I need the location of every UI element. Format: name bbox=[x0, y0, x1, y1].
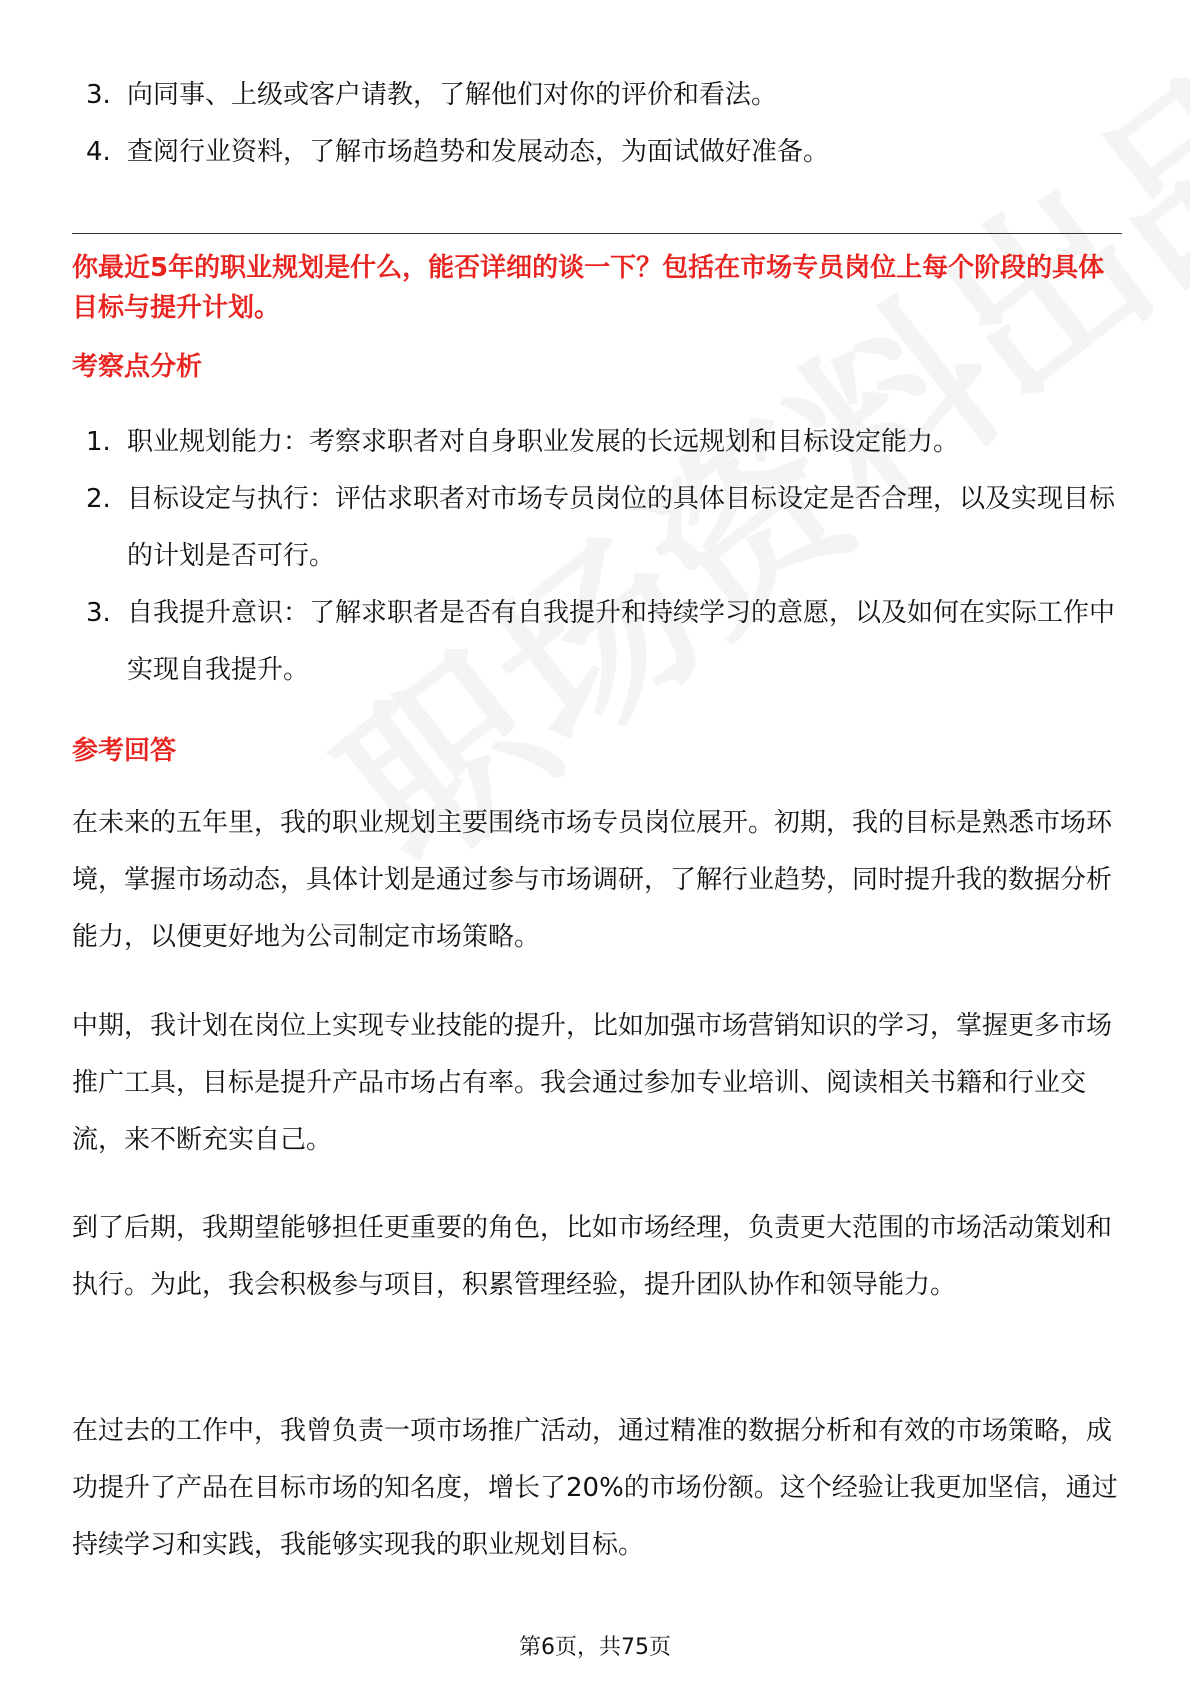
preparation-list bbox=[72, 67, 1122, 181]
answer-paragraph: 中期，我计划在岗位上实现专业技能的提升，比如加强市场营销知识的学习，掌握更多市场推广工具，目标是提升产品市场占有率。我会通过参加专业培训、阅读相关书籍和行业交流，来不断充实自己。 bbox=[72, 1011, 1113, 1155]
list-item-number: 4. bbox=[86, 137, 111, 167]
answer-paragraph: 在过去的工作中，我曾负责一项市场推广活动，通过精准的数据分析和有效的市场策略，成功提升了产品在目标市场的知名度，增长了20%的市场份额。这个经验让我更加坚信，通过持续学习和实践，我能够实现我的职业规划目标。 bbox=[72, 1416, 1118, 1560]
interview-question: 你最近5年的职业规划是什么，能否详细的谈一下？包括在市场专员岗位上每个阶段的具体目标与提升计划。 bbox=[72, 253, 1105, 323]
page-number: 第6页，共75页 bbox=[519, 1635, 671, 1660]
list-item bbox=[72, 414, 1122, 471]
analysis-list bbox=[72, 414, 1122, 699]
list-item bbox=[72, 471, 1122, 585]
list-item bbox=[72, 67, 1122, 124]
list-item-text: 自我提升意识：了解求职者是否有自我提升和持续学习的意愿，以及如何在实际工作中实现自我提升。 bbox=[127, 598, 1116, 685]
list-item bbox=[72, 585, 1122, 699]
list-item-text: 职业规划能力：考察求职者对自身职业发展的长远规划和目标设定能力。 bbox=[127, 427, 960, 457]
list-item-number: 3. bbox=[86, 598, 111, 628]
list-item-text: 向同事、上级或客户请教，了解他们对你的评价和看法。 bbox=[127, 80, 778, 110]
list-item bbox=[72, 124, 1122, 181]
section-divider bbox=[72, 233, 1122, 234]
document-page bbox=[72, 0, 1122, 1684]
answer-paragraph: 在未来的五年里，我的职业规划主要围绕市场专员岗位展开。初期，我的目标是熟悉市场环境，掌握市场动态，具体计划是通过参与市场调研，了解行业趋势，同时提升我的数据分析能力，以便更好地为公司制定市场策略。 bbox=[72, 808, 1113, 952]
answer-heading: 参考回答 bbox=[72, 736, 177, 766]
list-item-number: 1. bbox=[86, 427, 111, 457]
answer-paragraph: 到了后期，我期望能够担任更重要的角色，比如市场经理，负责更大范围的市场活动策划和执行。为此，我会积极参与项目，积累管理经验，提升团队协作和领导能力。 bbox=[72, 1213, 1113, 1300]
list-item-text: 目标设定与执行：评估求职者对市场专员岗位的具体目标设定是否合理，以及实现目标的计划是否可行。 bbox=[127, 484, 1116, 571]
analysis-heading: 考察点分析 bbox=[72, 352, 203, 382]
list-item-number: 3. bbox=[86, 80, 111, 110]
list-item-number: 2. bbox=[86, 484, 111, 514]
list-item-text: 查阅行业资料，了解市场趋势和发展动态，为面试做好准备。 bbox=[127, 137, 830, 167]
